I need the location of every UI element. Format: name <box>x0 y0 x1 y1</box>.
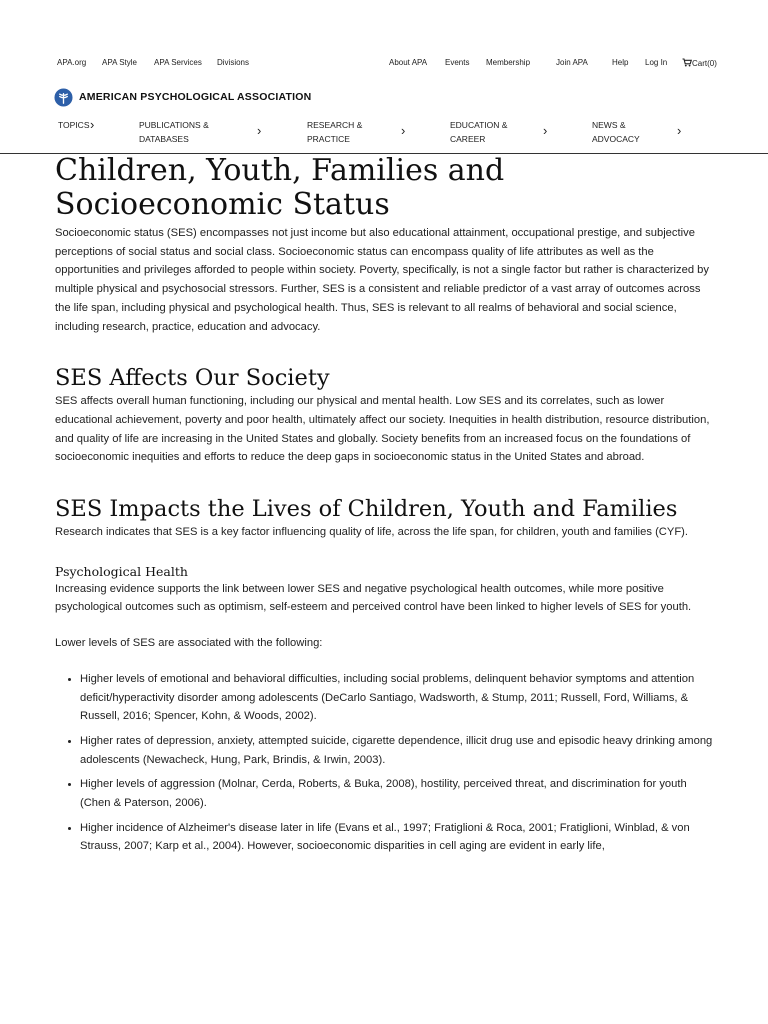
list-item: • Higher levels of emotional and behavioral difficulties, including social problems, delinquent behavior symptoms and attention deficit/hyperactivity disorder among adolescents (DeCarlo Santiago, Wadsworth, & Stump, 2011; Russell, Ford, Williams, & Russell, 2016; Spencer, Kohn, & Woods, 2002). <box>80 670 715 726</box>
nav-label-line2: ADVOCACY <box>592 134 640 144</box>
cart-label: Cart(0) <box>692 59 717 68</box>
nav-label-line1: EDUCATION & <box>450 120 508 130</box>
section-heading-society: SES Affects Our Society <box>55 365 330 392</box>
nav-label-line1: RESEARCH & <box>307 120 363 130</box>
utility-nav <box>0 58 768 72</box>
chevron-right-icon: › <box>543 123 548 138</box>
nav-label-line1: PUBLICATIONS & <box>139 120 209 130</box>
utility-link-divisions[interactable]: Divisions <box>217 58 250 67</box>
utility-link-apa-services[interactable]: APA Services <box>154 58 202 67</box>
utility-link-about-apa[interactable]: About APA <box>389 58 428 67</box>
chevron-right-icon: › <box>257 123 262 138</box>
brand-logo[interactable] <box>54 87 311 107</box>
list-item: • Higher incidence of Alzheimer's disease later in life (Evans et al., 1997; Fratiglioni & Roca, 2001; Fratiglioni, Winblad, & von Strauss, 2007; Karp et al., 2004). However, socioeconomic disparities in cell aging are evident in early life, <box>80 819 715 856</box>
article <box>55 154 715 862</box>
outcomes-list <box>55 670 715 856</box>
utility-link-log-in[interactable]: Log In <box>645 58 668 67</box>
nav-label-line2: PRACTICE <box>307 134 350 144</box>
subsection-heading-psych-health: Psychological Health <box>55 563 188 579</box>
section-body-society: SES affects overall human functioning, including our physical and mental health. Low SES and its correlates, such as lower educational achievement, poverty and poor health, ultimately affect our society. Inequities in health distribution, resource distribution, and quality of life are increasing in the United States and globally. Society benefits from an increased focus on the foundations of socioeconomic inequities and efforts to reduce the deep gaps in socioeconomic status in the United States and abroad. <box>55 395 710 464</box>
nav-label-topics: TOPICS <box>58 120 90 130</box>
nav-label-line2: CAREER <box>450 134 486 144</box>
brand-name: AMERICAN PSYCHOLOGICAL ASSOCIATION <box>79 91 312 103</box>
nav-label-line1: NEWS & <box>592 120 626 130</box>
page-title: Children, Youth, Families and Socioeconomic Status <box>55 153 505 222</box>
intro-paragraph: Socioeconomic status (SES) encompasses not just income but also educational attainment, occupational prestige, and subjective perceptions of social status and social class. Socioeconomic status can encompass quality of life attributes as well as the opportunities and privileges afforded to people within society. Poverty, specifically, is not a single factor but rather is characterized by multiple physical and psychosocial stressors. Further, SES is a consistent and reliable predictor of a vast array of outcomes across the life span, including physical and psychological health. Thus, SES is relevant to all realms of behavioral and social science, including research, practice, education and advocacy. <box>55 227 709 333</box>
nav-label-line2: DATABASES <box>139 134 189 144</box>
apa-logo-icon <box>54 88 73 107</box>
list-intro: Lower levels of SES are associated with the following: <box>55 637 323 650</box>
utility-link-events[interactable]: Events <box>445 58 470 67</box>
chevron-right-icon: › <box>677 123 682 138</box>
chevron-right-icon: › <box>401 123 406 138</box>
list-item: • Higher rates of depression, anxiety, attempted suicide, cigarette dependence, illicit drug use and episodic heavy drinking among adolescents (Newacheck, Hung, Park, Brindis, & Irwin, 2003). <box>80 732 715 769</box>
main-nav <box>0 116 768 154</box>
chevron-right-icon: › <box>90 117 95 132</box>
subsection-body: Increasing evidence supports the link between lower SES and negative psychological health outcomes, while more positive psychological outcomes such as optimism, self-esteem and perceived control have been linked to higher levels of SES for youth. <box>55 582 692 614</box>
utility-link-join-apa[interactable]: Join APA <box>556 58 588 67</box>
cart-icon <box>682 58 692 67</box>
cart-link[interactable] <box>682 58 717 68</box>
utility-link-apa-style[interactable]: APA Style <box>102 58 137 67</box>
utility-link-apa-org[interactable]: APA.org <box>57 58 87 67</box>
utility-link-membership[interactable]: Membership <box>486 58 531 67</box>
list-item: • Higher levels of aggression (Molnar, Cerda, Roberts, & Buka, 2008), hostility, perceived threat, and discrimination for youth (Chen & Paterson, 2006). <box>80 775 715 812</box>
utility-link-help[interactable]: Help <box>612 58 629 67</box>
section-body-cyf: Research indicates that SES is a key factor influencing quality of life, across the life span, for children, youth and families (CYF). <box>55 526 689 539</box>
section-heading-cyf: SES Impacts the Lives of Children, Youth and Families <box>55 496 678 523</box>
